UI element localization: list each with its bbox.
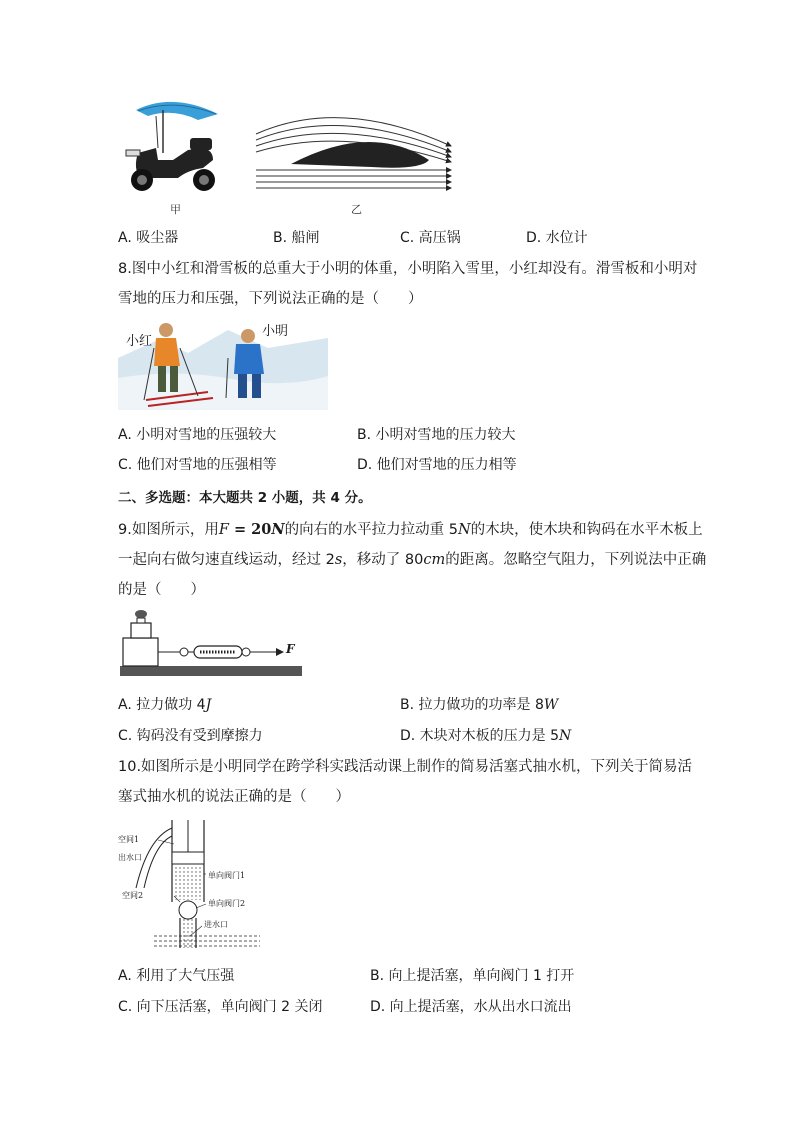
- q9-eq: = 20: [228, 521, 272, 538]
- q9-unit-n: N: [457, 522, 471, 538]
- q9-unit-n: N: [271, 521, 285, 538]
- q8-option-c: C. 他们对雪地的压强相等: [118, 457, 277, 473]
- q9-option-c: C. 钩码没有受到摩擦力: [118, 728, 263, 744]
- q9-text: 一起向右做匀速直线运动，经过 2: [118, 552, 335, 568]
- q9-stem-line1: [118, 520, 703, 540]
- scooter-umbrella-image: [118, 98, 228, 198]
- piston-pump-diagram: [118, 818, 268, 956]
- q9-text: 的距离。忽略空气阻力，下列说法中正确: [445, 552, 707, 568]
- q9-option-a-unit: J: [205, 697, 212, 713]
- section-title-multiple-choice: 二、多选题：本大题共 2 小题，共 4 分。: [118, 490, 372, 506]
- figure-label-yi: 乙: [351, 203, 362, 216]
- figure-label-outlet: 出水口: [118, 853, 142, 862]
- figure-label-xiaoming: 小明: [262, 324, 289, 339]
- q10-option-d: D. 向上提活塞，水从出水口流出: [370, 999, 572, 1015]
- q9-option-b-text: B. 拉力做功的功率是 8: [400, 697, 544, 713]
- q9-text: 的木块，使木块和钩码在水平木板上: [470, 522, 703, 538]
- figure-label-valve2: 单向阀门2: [208, 899, 246, 908]
- q9-unit-s: s: [334, 552, 343, 568]
- q8-option-d: D. 他们对雪地的压力相等: [357, 457, 517, 473]
- figure-label-space2: 空间2: [122, 891, 144, 900]
- q7-option-a: A. 吸尘器: [118, 230, 179, 246]
- figure-q8: [118, 318, 328, 410]
- q9-option-a: [118, 695, 211, 715]
- q9-option-d-text: D. 木块对木板的压力是 5: [400, 728, 560, 744]
- figure-q9: [118, 606, 308, 680]
- q9-text: ，移动了 80: [342, 552, 424, 568]
- q9-stem-line2: [118, 550, 706, 570]
- q10-stem-line1: 10.如图所示是小明同学在跨学科实践活动课上制作的简易活塞式抽水机，下列关于简易活: [118, 759, 693, 775]
- q8-stem-line2: 雪地的压力和压强，下列说法正确的是（ ）: [118, 291, 423, 307]
- q9-unit-cm: cm: [423, 552, 446, 568]
- figure-q7: [118, 98, 463, 218]
- q10-option-c: C. 向下压活塞，单向阀门 2 关闭: [118, 999, 323, 1015]
- q8-option-a: A. 小明对雪地的压强较大: [118, 427, 277, 443]
- figure-q10: [118, 818, 268, 956]
- q9-option-b: [400, 695, 558, 715]
- q9-option-d: [400, 726, 571, 746]
- figure-label-space1: 空间1: [118, 835, 140, 844]
- figure-label-jia: 甲: [170, 203, 181, 216]
- figure-label-inlet: 进水口: [204, 920, 228, 929]
- q10-option-a: A. 利用了大气压强: [118, 968, 235, 984]
- figure-label-valve1: 单向阀门1: [208, 871, 246, 880]
- q10-stem-line2: 塞式抽水机的说法正确的是（ ）: [118, 789, 350, 805]
- airflow-diagram: [251, 104, 461, 194]
- q9-text: 的向右的水平拉力拉动重 5: [284, 522, 458, 538]
- q9-stem-line3: 的是（ ）: [118, 582, 205, 598]
- figure-label-xiaohong: 小红: [126, 334, 153, 349]
- q7-option-d: D. 水位计: [526, 230, 588, 246]
- figure-label-f: F: [286, 642, 295, 656]
- q7-option-c: C. 高压锅: [400, 230, 461, 246]
- q10-option-b: B. 向上提活塞，单向阀门 1 打开: [370, 968, 575, 984]
- q7-option-b: B. 船闸: [273, 230, 320, 246]
- block-spring-scale-diagram: [118, 606, 308, 680]
- q9-option-b-unit: W: [543, 697, 559, 713]
- q8-stem-line1: 8.图中小红和滑雪板的总重大于小明的体重，小明陷入雪里，小红却没有。滑雪板和小明对: [118, 261, 698, 277]
- q9-option-d-unit: N: [559, 728, 572, 744]
- q8-option-b: B. 小明对雪地的压力较大: [357, 427, 516, 443]
- q9-var-f: F: [218, 522, 229, 538]
- q9-text: 9.如图所示，用: [118, 522, 219, 538]
- q9-option-a-text: A. 拉力做功 4: [118, 697, 206, 713]
